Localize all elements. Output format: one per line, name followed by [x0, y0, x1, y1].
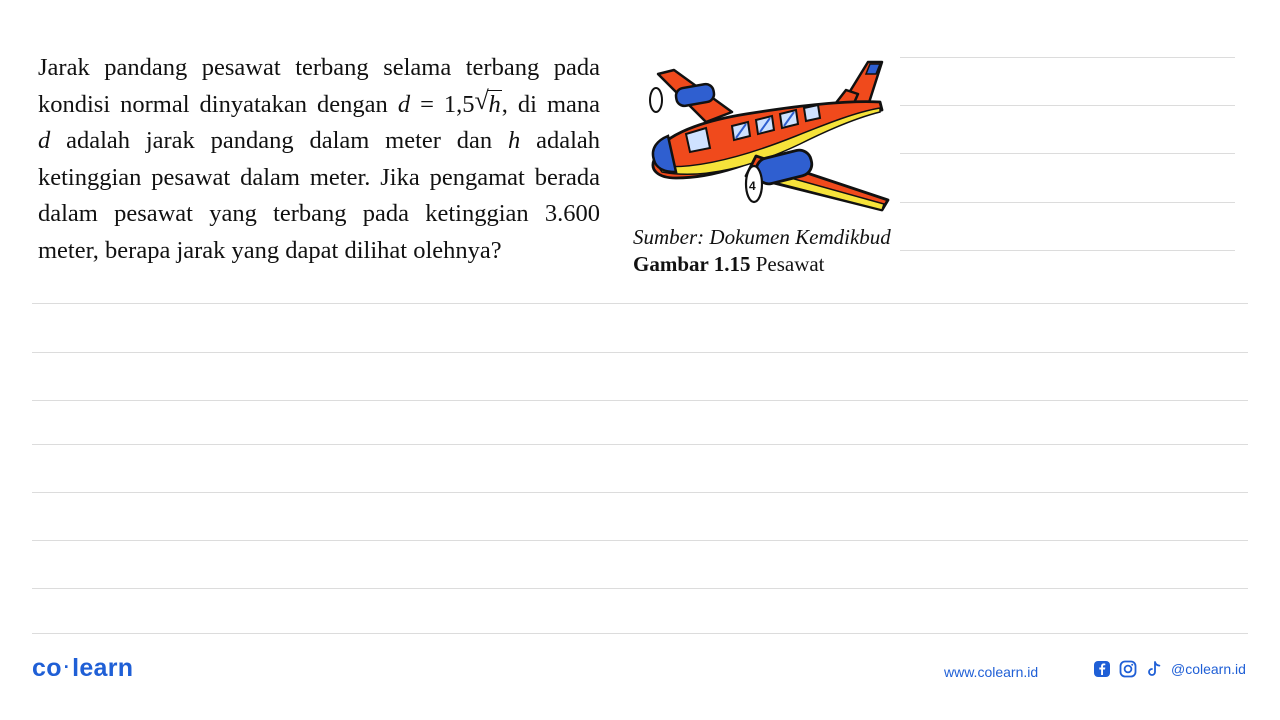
instagram-icon[interactable]	[1119, 660, 1137, 678]
formula-radicand: h	[488, 90, 501, 118]
social-handle[interactable]: @colearn.id	[1171, 661, 1246, 677]
website-link[interactable]: www.colearn.id	[944, 664, 1039, 680]
ruled-line	[900, 250, 1235, 251]
ruled-line	[900, 57, 1235, 58]
airplane-illustration	[636, 52, 898, 222]
problem-line-6: meter, berapa jarak yang dapat dilihat olehnya?	[38, 236, 502, 264]
social-links	[1093, 660, 1246, 678]
ruled-line	[900, 202, 1235, 203]
problem-line-3	[38, 123, 600, 160]
ruled-line	[32, 352, 1248, 353]
airplane-far-propeller	[650, 88, 662, 112]
ruled-line	[900, 105, 1235, 106]
figure-source: Sumber: Dokumen Kemdikbud	[633, 225, 891, 249]
ruled-line	[32, 540, 1248, 541]
ruled-line	[900, 153, 1235, 154]
ruled-line	[32, 444, 1248, 445]
problem-line-2-end: , di mana	[501, 90, 601, 118]
problem-text	[38, 50, 600, 270]
formula-equals: = 1,5	[410, 90, 475, 118]
figure-label: Gambar 1.15	[633, 252, 751, 276]
problem-line-3-mid: adalah jarak pandang dalam meter dan	[50, 127, 508, 155]
figure-caption	[633, 252, 825, 277]
problem-line-2-text: kondisi normal dinyatakan dengan	[38, 90, 388, 118]
colearn-logo: co ·learn	[32, 654, 134, 682]
ruled-line	[32, 588, 1248, 589]
airplane-wing-badge: 4	[749, 179, 756, 193]
problem-line-1: Jarak pandang pesawat terbang selama terbang pada	[38, 54, 600, 81]
ruled-line	[32, 633, 1248, 634]
ruled-line	[32, 492, 1248, 493]
formula-sqrt: √ h	[474, 85, 501, 118]
problem-line-4: ketinggian pesawat dalam meter. Jika pengamat berada	[38, 163, 600, 191]
problem-line-3-end: adalah	[520, 127, 600, 155]
facebook-icon[interactable]	[1093, 660, 1111, 678]
ruled-line	[32, 303, 1248, 304]
problem-line-5: dalam pesawat yang terbang pada ketinggian 3.600	[38, 200, 600, 228]
tiktok-icon[interactable]	[1145, 660, 1163, 678]
var-d: d	[38, 127, 51, 155]
ruled-line	[32, 400, 1248, 401]
var-h: h	[507, 127, 521, 155]
figure-title: Pesawat	[750, 252, 825, 276]
formula-var-d: d	[397, 90, 411, 118]
problem-line-2	[38, 87, 600, 124]
